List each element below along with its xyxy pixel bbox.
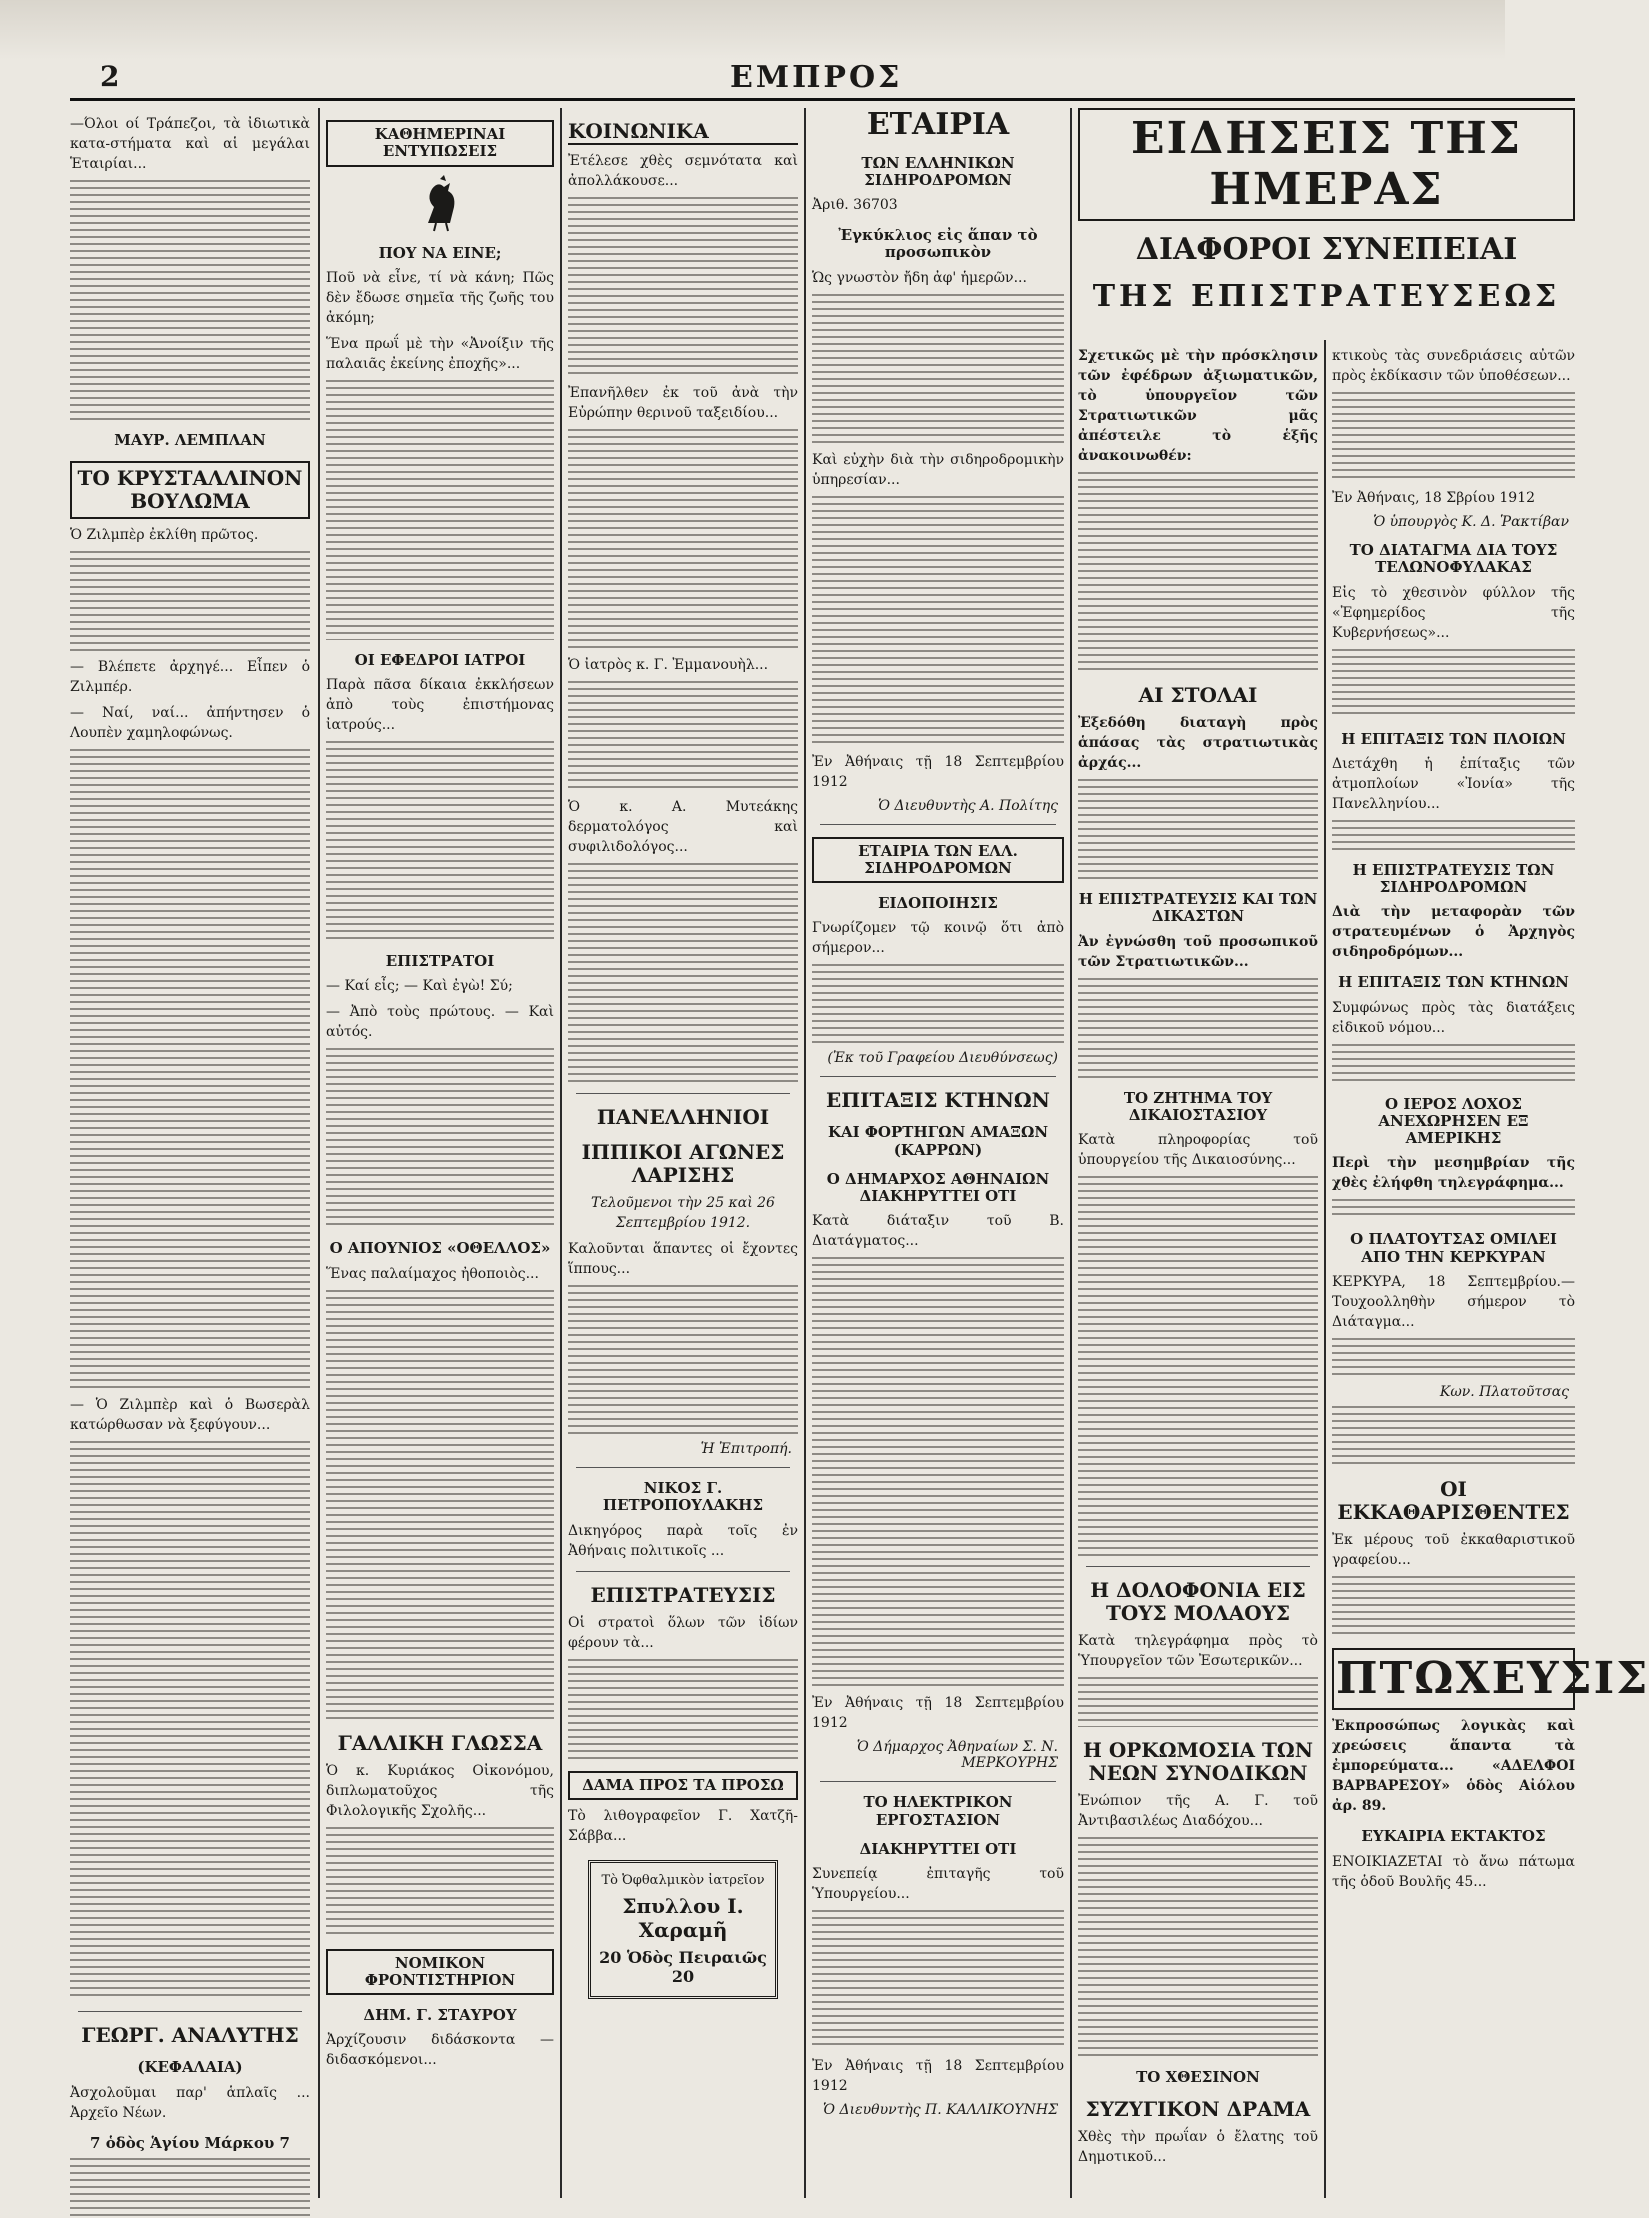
- col4-header-1: ΕΤΑΙΡΙΑ: [866, 107, 1010, 142]
- col6-sub-7: ΟΙ ΕΚΚΑΘΑΡΙΣΘΕΝΤΕΣ: [1337, 1476, 1570, 1524]
- divider: [820, 1076, 1056, 1077]
- text-block: [568, 863, 798, 1083]
- text-block: [812, 294, 1064, 444]
- text-block: [568, 1659, 798, 1759]
- news-banner-title: ΕΙΔΗΣΕΙΣ ΤΗΣ ΗΜΕΡΑΣ: [1078, 108, 1575, 221]
- text-block: [812, 964, 1064, 1044]
- text-block: [1078, 1176, 1318, 1556]
- col6-para-1: κτικοὺς τὰς συνεδριάσεις αὐτῶν πρὸς ἐκδίκασιν τῶν ὑποθέσεων...: [1332, 348, 1575, 384]
- col5-para-5: Κατὰ τηλεγράφημα πρὸς τὸ Ὑπουργεῖον τῶν Ἐσωτερικῶν...: [1078, 1633, 1318, 1669]
- col2-para-7: Ὁ κ. Κυριάκος Οἰκονόμου, διπλωματοῦχος τῆς Φιλολογικῆς Σχολῆς...: [326, 1762, 554, 1819]
- col6-para-7: ΚΕΡΚΥΡΑ, 18 Σεπτεμβρίου.— Τουχοολληθὴν σήμερον τὸ Διάταγμα...: [1332, 1273, 1575, 1330]
- col5-sub-1: ΑΙ ΣΤΟΛΑΙ: [1138, 683, 1258, 707]
- col4-para-5: Συνεπείᾳ ἐπιταγῆς τοῦ Ὑπουργείου...: [812, 1866, 1064, 1902]
- col4-para-2: Καὶ εὐχὴν διὰ τὴν σιδηροδρομικὴν ὑπηρεσίαν...: [812, 451, 1064, 488]
- col1-para-7: 7 ὁδὸς Ἁγίου Μάρκου 7: [90, 2133, 290, 2152]
- col4-sub-4: ΕΠΙΤΑΞΙΣ ΚΤΗΝΩΝ: [826, 1088, 1050, 1113]
- col3-sub-4: ΕΠΙΣΤΡΑΤΕΥΣΙΣ: [590, 1582, 776, 1607]
- col2-head-q: ΠΟΥ ΝΑ ΕΙΝΕ;: [378, 243, 502, 262]
- column-2: [326, 108, 554, 2198]
- col5-sub-2: Η ΕΠΙΣΤΡΑΤΕΥΣΙΣ ΚΑΙ ΤΩΝ ΔΙΚΑΣΤΩΝ: [1078, 890, 1318, 926]
- text-block: [1078, 779, 1318, 879]
- column-rule: [1070, 108, 1072, 2198]
- col2-para-5: — Ἀπὸ τοὺς πρώτους. — Καὶ αὐτός.: [326, 1004, 554, 1041]
- header-rule: [70, 98, 1575, 101]
- col3-para-4: Ὁ κ. Α. Μυτεάκης δερματολόγος καὶ συφιλιδολόγος...: [568, 799, 798, 855]
- divider: [820, 1781, 1056, 1782]
- col1-para-1: —Όλοι οί Τράπεζοι, τὰ ἰδιωτικὰ κατα-στήματα καὶ αἱ μεγάλαι Ἑταιρίαι...: [70, 116, 310, 172]
- text-block: [70, 180, 310, 420]
- divider: [1086, 1566, 1310, 1567]
- text-block: [70, 749, 310, 1389]
- col1-para-6: Ἀσχολοῦμαι παρ' ἁπλαῖς ... Ἀρχεῖο Νέων.: [70, 2084, 310, 2121]
- news-head-1: ΔΙΑΦΟΡΟΙ ΣΥΝΕΠΕΙΑΙ: [1135, 232, 1518, 268]
- col4-sub-7: ΤΟ ΗΛΕΚΤΡΙΚΟΝ ΕΡΓΟΣΤΑΣΙΟΝ: [863, 1793, 1013, 1829]
- col4-para-4: Κατὰ διάταξιν τοῦ Β. Διατάγματος...: [812, 1213, 1064, 1250]
- text-block: [1332, 1576, 1575, 1636]
- col2-para-3: Παρὰ πᾶσα δίκαια ἐκκλήσεων ἀπὸ τοὺς ἐπιστήμονας ἰατρούς...: [326, 677, 554, 733]
- text-block: [568, 1285, 798, 1435]
- col3-sub-2: ΙΠΠΙΚΟΙ ΑΓΩΝΕΣ ΛΑΡΙΣΗΣ: [581, 1140, 785, 1187]
- text-block: [812, 1910, 1064, 2050]
- col3-sub-5: ΔΑΜΑ ΠΡΟΣ ΤΑ ΠΡΟΣΩ: [568, 1771, 798, 1800]
- newspaper-page: [70, 0, 1649, 2217]
- col5-para-3: Ἀν ἐγνώσθη τοῦ προσωπικοῦ τῶν Στρατιωτικῶν...: [1078, 933, 1318, 970]
- col6-para-4: Διὰ τὴν μεταφορὰν τῶν στρατευμένων ὁ Ἀρχηγὸς σιδηροδρόμων...: [1332, 904, 1575, 961]
- col5-para-7: Χθὲς τὴν πρωΐαν ὁ ἔλατης τοῦ Δημοτικοῦ...: [1078, 2129, 1318, 2166]
- col4-sub-1: Ἐγκύκλιος εἰς ἅπαν τὸ προσωπικὸν: [838, 226, 1038, 262]
- text-block: [326, 1290, 554, 1720]
- text-block: [1078, 978, 1318, 1078]
- column-rule: [560, 108, 562, 2198]
- col2-sub-5: ΝΟΜΙΚΟΝ ΦΡΟΝΤΙΣΤΗΡΙΟΝ: [326, 1949, 554, 1996]
- col3-para-5: Τελοῦμενοι τὴν 25 καὶ 26 Σεπτεμβρίου 1912.: [591, 1195, 775, 1231]
- clinic-ad-line-2: Σπυλλου Ι. Χαραμῆ: [622, 1893, 744, 1942]
- col6-sub-1: ΤΟ ΔΙΑΤΑΓΜΑ ΔΙΑ ΤΟΥΣ ΤΕΛΩΝΟΦΥΛΑΚΑΣ: [1349, 541, 1558, 577]
- col4-para-3: Γνωρίζομεν τῷ κοινῷ ὅτι ἀπὸ σήμερον...: [812, 920, 1064, 957]
- text-block: [568, 681, 798, 791]
- page-number: 2: [100, 60, 120, 93]
- col4-date-1: Ἐν Ἀθήναις τῇ 18 Σεπτεμβρίου 1912: [812, 753, 1064, 790]
- col2-sub-1: ΟΙ ΕΦΕΔΡΟΙ ΙΑΤΡΟΙ: [354, 650, 526, 669]
- col3-para-2: Ἐπανῆλθεν ἐκ τοῦ ἀνὰ τὴν Εὐρώπην θερινοῦ ταξειδίου...: [568, 385, 798, 421]
- text-block: [568, 429, 798, 649]
- clinic-ad-line-1: Τὸ Ὀφθαλμικὸν ἰατρεῖον: [601, 1872, 765, 1888]
- divider: [576, 1467, 790, 1468]
- col6-para-6: Περὶ τὴν μεσημβρίαν τῆς χθὲς ἐλήφθη τηλεγράφημα...: [1332, 1155, 1575, 1192]
- text-block: [70, 551, 310, 651]
- column-4: [812, 108, 1064, 2198]
- col6-date: Ἐν Ἀθήναις, 18 Σβρίου 1912: [1332, 490, 1536, 506]
- col3-para-3: Ὁ ἰατρὸς κ. Γ. Ἐμμανουὴλ...: [568, 657, 769, 673]
- clinic-ad: [588, 1860, 778, 1999]
- text-block: [70, 1441, 310, 2001]
- col4-para-1: Ὡς γνωστὸν ἤδη ἀφ' ἡμερῶν...: [812, 269, 1027, 286]
- col3-sub-1: ΠΑΝΕΛΛΗΝΙΟΙ: [596, 1105, 770, 1129]
- col6-para-2: Εἰς τὸ χθεσινὸν φύλλον τῆς «Ἐφημερίδος τῆς Κυβερνήσεως»...: [1332, 584, 1575, 641]
- divider: [576, 1093, 790, 1094]
- col4-sig-4: Ὁ Διευθυντὴς Π. ΚΑΛΛΙΚΟΥΝΗΣ: [823, 2102, 1058, 2118]
- column-rule: [318, 108, 320, 2198]
- col1-para-5: — Ὁ Ζιλμπὲρ καὶ ὁ Βωσερὰλ κατώρθωσαν νὰ ξεφύγουν...: [70, 1397, 310, 1434]
- masthead: ΕΜΠΡΟΣ: [730, 60, 903, 95]
- col1-para-3: — Βλέπετε ἀρχηγέ... Εἶπεν ὁ Ζιλμπέρ.: [70, 659, 310, 696]
- col3-para-6: Καλοῦνται ἅπαντες οἱ ἔχοντες ἵππους...: [568, 1241, 798, 1277]
- col1-para-2: Ὁ Ζιλμπὲρ ἐκλίθη πρῶτος.: [70, 527, 259, 544]
- col3-sub-3: ΝΙΚΟΣ Γ. ΠΕΤΡΟΠΟΥΛΑΚΗΣ: [602, 1479, 764, 1515]
- col2-sub-2: ΕΠΙΣΤΡΑΤΟΙ: [385, 952, 495, 970]
- rooster-icon: [410, 173, 470, 233]
- col5-sub-3: ΤΟ ΖΗΤΗΜΑ ΤΟΥ ΔΙΚΑΙΟΣΤΑΣΙΟΥ: [1123, 1088, 1273, 1124]
- text-block: [326, 1048, 554, 1228]
- col2-header: ΚΑΘΗΜΕΡΙΝΑΙ ΕΝΤΥΠΩΣΕΙΣ: [326, 120, 554, 167]
- text-block: [1078, 1837, 1318, 2057]
- column-3: [568, 108, 798, 2198]
- text-block: [1332, 1044, 1575, 1084]
- news-head-2: ΤΗΣ ΕΠΙΣΤΡΑΤΕΥΣΕΩΣ: [1092, 278, 1561, 314]
- text-block: [812, 496, 1064, 746]
- col5-para-2: Ἐξεδόθη διαταγὴ πρὸς ἁπάσας τὰς στρατιωτικὰς ἀρχάς...: [1078, 715, 1318, 771]
- col4-sub-2: ΕΤΑΙΡΙΑ ΤΩΝ ΕΛΛ. ΣΙΔΗΡΟΔΡΟΜΩΝ: [812, 837, 1064, 884]
- text-block: [1332, 392, 1575, 482]
- col6-sig: Ὁ ὑπουργὸς Κ. Δ. Ῥακτίβαν: [1373, 514, 1569, 530]
- col6-sig-2: Κων. Πλατοῦτσας: [1439, 1383, 1569, 1400]
- col6-big-head: ΠΤΩΧΕΥΣΙΣ: [1332, 1648, 1575, 1711]
- col5-sub-4: Η ΔΟΛΟΦΟΝΙΑ ΕΙΣ ΤΟΥΣ ΜΟΛΑΟΥΣ: [1090, 1578, 1306, 1625]
- col3-sig-1: Ἡ Ἐπιτροπή.: [700, 1441, 792, 1457]
- col4-sub-3: ΕΙΔΟΠΟΙΗΣΙΣ: [878, 894, 998, 912]
- column-1: [70, 108, 310, 2198]
- col1-sig-role: (ΚΕΦΑΛΑΙΑ): [137, 2058, 243, 2077]
- column-5: [1078, 340, 1318, 2198]
- col4-date-2: Ἐν Ἀθήναις τῇ 18 Σεπτεμβρίου 1912: [812, 1695, 1064, 1732]
- column-rule: [1324, 340, 1326, 2198]
- col4-date-3: Ἐν Ἀθήναις τῇ 18 Σεπτεμβρίου 1912: [812, 2058, 1064, 2094]
- col4-sig-2: (Ἐκ τοῦ Γραφείου Διευθύνσεως): [827, 1050, 1058, 1067]
- col6-sub-3: Η ΕΠΙΣΤΡΑΤΕΥΣΙΣ ΤΩΝ ΣΙΔΗΡΟΔΡΟΜΩΝ: [1352, 860, 1555, 896]
- col5-sub-7: ΣΥΖΥΓΙΚΟΝ ΔΡΑΜΑ: [1085, 2097, 1311, 2122]
- col5-para-4: Κατὰ πληροφορίας τοῦ ὑπουργείου τῆς Δικαιοσύνης...: [1078, 1132, 1318, 1168]
- text-block: [1332, 1338, 1575, 1378]
- col6-sub-4: Η ΕΠΙΤΑΞΙΣ ΤΩΝ ΚΤΗΝΩΝ: [1338, 973, 1569, 992]
- col3-para-1: Ἐτέλεσε χθὲς σεμνότατα καὶ ἀπολλάκουσε...: [568, 153, 798, 189]
- text-block: [1332, 820, 1575, 850]
- page-header: [70, 60, 1575, 96]
- col2-para-6: Ἕνας παλαίμαχος ἠθοποιὸς...: [326, 1265, 539, 1282]
- text-block: [326, 380, 554, 640]
- col5-sub-5: Η ΟΡΚΩΜΟΣΙΑ ΤΩΝ ΝΕΩΝ ΣΥΝΟΔΙΚΩΝ: [1082, 1738, 1313, 1785]
- col4-num: Ἀριθ. 36703: [812, 197, 898, 213]
- col4-sig-1: Ὁ Διευθυντὴς Α. Πολίτης: [878, 797, 1058, 814]
- col2-para-4: — Καί εἶς; — Καὶ ἐγὼ! Σύ;: [326, 978, 513, 995]
- col1-author: ΜΑΥΡ. ΛΕΜΠΛΑΝ: [114, 431, 266, 449]
- col5-para-1: Σχετικῶς μὲ τὴν πρόσκλησιν τῶν ἐφέδρων ἀξιωματικῶν, τὸ ὑπουργεῖον τῶν Στρατιωτικῶν μᾶς ἀπέστειλε τὸ ἑξῆς ἀνακοινωθέν:: [1078, 348, 1318, 464]
- divider: [78, 2011, 302, 2012]
- col2-sub-4: ΓΑΛΛΙΚΗ ΓΛΩΣΣΑ: [337, 1730, 543, 1755]
- text-block: [568, 197, 798, 377]
- text-block: [326, 1827, 554, 1937]
- col3-header: ΚΟΙΝΩΝΙΚΑ: [568, 120, 798, 145]
- col1-sig-name: ΓΕΩΡΓ. ΑΝΑΛΥΤΗΣ: [81, 2023, 299, 2048]
- text-block: [326, 741, 554, 941]
- text-block: [1332, 1406, 1575, 1466]
- col6-para-9: Ἐκπροσώπως λογικὰς καὶ χρεώσεις ἅπαντα τὰ ἐμπορεύματα... «ΑΔΕΛΦΟΙ ΒΑΡΒΑΡΕΣΟΥ» ὁδὸς Αἰόλου ἀρ. 89.: [1332, 1718, 1575, 1815]
- col2-para-8: Ἀρχίζουσιν διδάσκοντα — διδασκόμενοι...: [326, 2032, 554, 2069]
- col6-para-3: Διετάχθη ἡ ἐπίταξις τῶν ἀτμοπλοίων «Ἰονία» τῆς Πανελληνίου...: [1332, 755, 1575, 812]
- col6-sub-2: Η ΕΠΙΤΑΞΙΣ ΤΩΝ ΠΛΟΙΩΝ: [1341, 729, 1566, 748]
- column-6: [1332, 340, 1649, 2198]
- text-block: [1078, 472, 1318, 672]
- text-block: [812, 1257, 1064, 1687]
- col2-sub-3: Ο ΑΠΟΥΝΙΟΣ «ΟΘΕΛΛΟΣ»: [329, 1239, 551, 1258]
- col6-sub-6: Ο ΠΛΑΤΟΥΤΣΑΣ ΟΜΙΛΕΙ ΑΠΟ ΤΗΝ ΚΕΡΚΥΡΑΝ: [1350, 1230, 1557, 1266]
- col4-sub-8: ΔΙΑΚΗΡΥΤΤΕΙ ΟΤΙ: [859, 1839, 1017, 1858]
- news-banner: [1078, 108, 1575, 328]
- col4-sub-5: ΚΑΙ ΦΟΡΤΗΓΩΝ ΑΜΑΞΩΝ (ΚΑΡΡΩΝ): [827, 1123, 1049, 1159]
- divider: [820, 824, 1056, 825]
- col6-sub-8: ΕΥΚΑΙΡΙΑ ΕΚΤΑΚΤΟΣ: [1361, 1827, 1546, 1846]
- col3-para-8: Οἱ στρατοὶ ὅλων τῶν ἰδίων φέρουν τὰ...: [568, 1614, 798, 1651]
- text-block: [1078, 1677, 1318, 1727]
- col1-title: ΤΟ ΚΡΥΣΤΑΛΛΙΝΟΝ ΒΟΥΛΩΜΑ: [70, 461, 310, 519]
- divider: [576, 1571, 790, 1572]
- col2-para-1: Ποῦ νὰ εἶνε, τί νὰ κάνη; Πῶς δὲν ἔδωσε σημεῖα τῆς ζωῆς του ἀκόμη;: [326, 269, 554, 326]
- clinic-ad-line-3: 20 Ὁδὸς Πειραιῶς 20: [599, 1947, 767, 1986]
- col4-header-2: ΤΩΝ ΕΛΛΗΝΙΚΩΝ ΣΙΔΗΡΟΔΡΟΜΩΝ: [861, 153, 1015, 189]
- col2-para-2: Ἕνα πρωΐ μὲ τὴν «Ἀνοίξιν τῆς παλαιᾶς ἐκείνης ἐποχῆς»...: [326, 335, 554, 372]
- col6-para-10: ΕΝΟΙΚΙΑΖΕΤΑΙ τὸ ἄνω πάτωμα τῆς ὁδοῦ Βουλῆς 45...: [1332, 1853, 1575, 1890]
- col4-sub-6: Ο ΔΗΜΑΡΧΟΣ ΑΘΗΝΑΙΩΝ ΔΙΑΚΗΡΥΤΤΕΙ ΟΤΙ: [826, 1169, 1050, 1205]
- col4-sig-3: Ὁ Δήμαρχος Ἀθηναίων Σ. Ν. ΜΕΡΚΟΥΡΗΣ: [856, 1739, 1058, 1772]
- col3-para-9: Τὸ λιθογραφεῖον Γ. Χατζῆ-Σάββα...: [568, 1807, 798, 1844]
- col5-sub-6: ΤΟ ΧΘΕΣΙΝΟΝ: [1136, 2068, 1260, 2086]
- col1-para-4: — Ναί, ναί... ἀπήντησεν ὁ Λουπὲν χαμηλοφώνως.: [70, 705, 310, 742]
- col3-para-7: Δικηγόρος παρὰ τοῖς ἐν Ἀθήναις πολιτικοῖς ...: [568, 1522, 798, 1559]
- col6-para-8: Ἐκ μέρους τοῦ ἐκκαθαριστικοῦ γραφείου...: [1332, 1531, 1575, 1568]
- text-block: [1332, 1199, 1575, 1219]
- col6-sub-5: Ο ΙΕΡΟΣ ΛΟΧΟΣ ΑΝΕΧΩΡΗΣΕΝ ΕΞ ΑΜΕΡΙΚΗΣ: [1378, 1094, 1529, 1147]
- col6-para-5: Συμφώνως πρὸς τὰς διατάξεις εἰδικοῦ νόμου...: [1332, 999, 1575, 1036]
- text-block: [70, 2158, 310, 2218]
- col2-sub-6: ΔΗΜ. Γ. ΣΤΑΥΡΟΥ: [363, 2006, 517, 2024]
- column-rule: [804, 108, 806, 2198]
- text-block: [1332, 649, 1575, 719]
- col5-para-6: Ἐνώπιον τῆς Α. Γ. τοῦ Ἀντιβασιλέως Διαδόχου...: [1078, 1793, 1318, 1829]
